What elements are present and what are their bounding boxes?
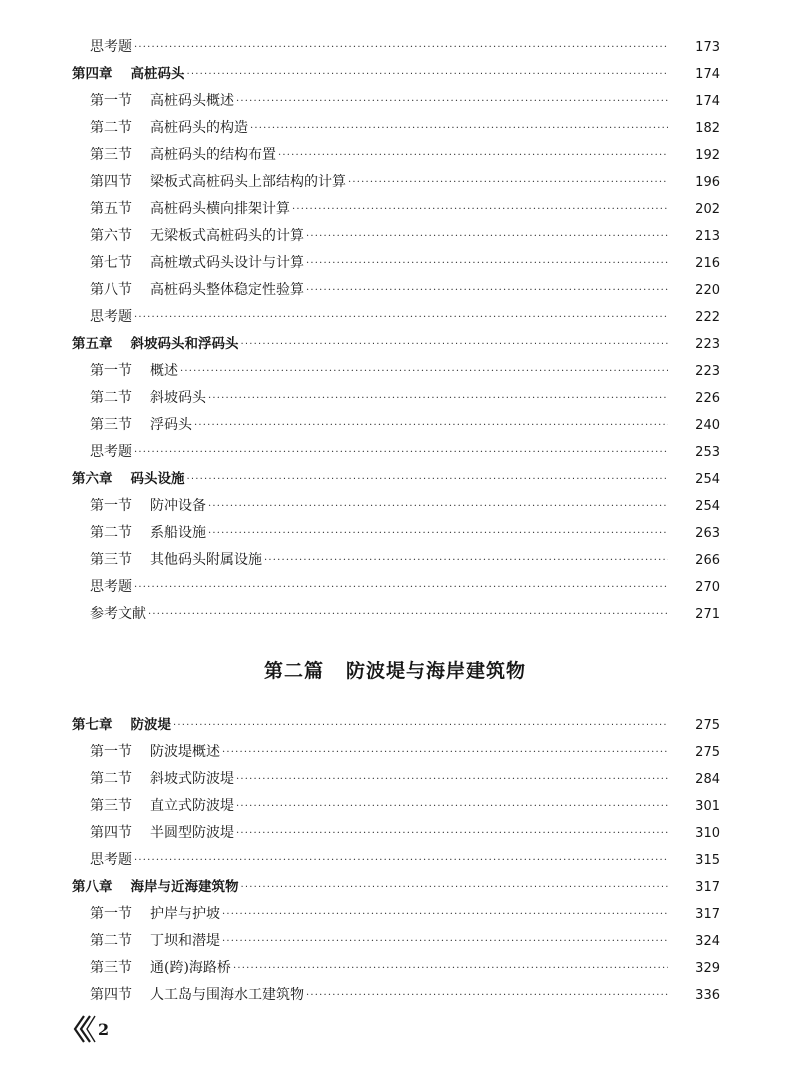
toc-page-number: 336 [695, 988, 720, 1003]
dot-leader [208, 520, 668, 547]
dot-leader [134, 574, 668, 601]
dot-leader [241, 331, 669, 358]
dot-leader [306, 277, 668, 304]
toc-item-row[interactable] [0, 304, 790, 331]
toc-entry-title: 斜坡码头和浮码头 [130, 336, 239, 352]
dot-leader [222, 739, 668, 766]
toc-section-row[interactable] [0, 115, 790, 142]
dot-leader [264, 547, 668, 574]
toc-entry-title: 码头设施 [130, 471, 185, 487]
toc-section-row[interactable] [0, 250, 790, 277]
toc-entry-lead [0, 955, 231, 982]
toc-entry-lead [0, 250, 304, 277]
toc-entry-number: 第三节 [90, 960, 132, 976]
toc-section-row[interactable] [0, 358, 790, 385]
dot-leader [348, 169, 668, 196]
toc-entry-number: 第三节 [90, 552, 132, 568]
toc-entry-lead [0, 88, 234, 115]
toc-page-number: 202 [695, 202, 720, 217]
toc-entry-lead [0, 820, 234, 847]
toc-entry-number: 第四节 [90, 174, 132, 190]
dot-leader [194, 412, 668, 439]
toc-entry-title: 思考题 [90, 579, 132, 595]
toc-page-number: 271 [695, 607, 720, 622]
dot-leader [134, 847, 668, 874]
toc-entry-lead [0, 34, 132, 61]
toc-entry-lead [0, 601, 146, 628]
toc-entry-lead [0, 793, 234, 820]
toc-entry-title: 高桩码头的结构布置 [150, 147, 276, 163]
dot-leader [233, 955, 668, 982]
toc-entry-number: 第二节 [90, 525, 132, 541]
toc-page-number: 173 [695, 40, 720, 55]
toc-entry-number: 第一节 [90, 93, 132, 109]
toc-entry-title: 系船设施 [150, 525, 206, 541]
toc-page-number: 254 [695, 499, 720, 514]
dot-leader [306, 982, 668, 1009]
toc-entry-lead [0, 439, 132, 466]
toc-page-number: 266 [695, 553, 720, 568]
toc-chapter-row[interactable] [0, 712, 790, 739]
toc-page-number: 196 [695, 175, 720, 190]
dot-leader [134, 304, 668, 331]
dot-leader [222, 928, 668, 955]
toc-entry-title: 护岸与护坡 [150, 906, 220, 922]
dot-leader [134, 34, 668, 61]
dot-leader [292, 196, 668, 223]
toc-entry-title: 参考文献 [90, 606, 146, 622]
toc-entry-number: 第六章 [72, 471, 113, 487]
toc-entry-title: 半圆型防波堤 [150, 825, 234, 841]
toc-item-row[interactable] [0, 601, 790, 628]
toc-entry-lead [0, 169, 346, 196]
toc-item-row[interactable] [0, 847, 790, 874]
dot-leader [187, 61, 669, 88]
toc-page-number: 216 [695, 256, 720, 271]
toc-entry-title: 思考题 [90, 852, 132, 868]
toc-page-number: 223 [695, 364, 720, 379]
dot-leader [134, 439, 668, 466]
toc-entry-title: 高桩码头横向排架计算 [150, 201, 290, 217]
toc-page-number: 213 [695, 229, 720, 244]
toc-entry-title: 斜坡码头 [150, 390, 206, 406]
toc-section-row[interactable] [0, 793, 790, 820]
toc-section-row[interactable] [0, 739, 790, 766]
toc-entry-title: 高桩码头的构造 [150, 120, 248, 136]
toc-section-row[interactable] [0, 169, 790, 196]
toc-chapter-row[interactable] [0, 874, 790, 901]
toc-page-number: 240 [695, 418, 720, 433]
toc-entry-lead [0, 61, 185, 88]
toc-entry-number: 第四章 [72, 66, 113, 82]
toc-page-number: 275 [695, 745, 720, 760]
dot-leader [208, 493, 668, 520]
toc-entry-number: 第二节 [90, 933, 132, 949]
toc-entry-number: 第四节 [90, 987, 132, 1003]
toc-entry-lead [0, 847, 132, 874]
toc-page-number: 222 [695, 310, 720, 325]
toc-page-number: 253 [695, 445, 720, 460]
dot-leader [241, 874, 669, 901]
toc-section-row[interactable] [0, 142, 790, 169]
toc-page-number: 317 [695, 907, 720, 922]
toc-entry-title: 高桩墩式码头设计与计算 [150, 255, 304, 271]
toc-entry-lead [0, 874, 239, 901]
toc-page-number: 301 [695, 799, 720, 814]
toc-entry-lead [0, 547, 262, 574]
toc-section-row[interactable] [0, 955, 790, 982]
toc-entry-lead [0, 520, 206, 547]
toc-entry-number: 第三节 [90, 798, 132, 814]
dot-leader [236, 820, 668, 847]
toc-entry-number: 第三节 [90, 147, 132, 163]
dot-leader [236, 793, 668, 820]
toc-section-row[interactable] [0, 223, 790, 250]
toc-page-number: 182 [695, 121, 720, 136]
toc-entry-title: 直立式防波堤 [150, 798, 234, 814]
dot-leader [148, 601, 668, 628]
toc-entry-lead [0, 358, 178, 385]
toc-section-row[interactable] [0, 493, 790, 520]
toc-entry-title: 海岸与近海建筑物 [130, 879, 239, 895]
toc-item-row[interactable] [0, 574, 790, 601]
toc-entry-lead [0, 901, 220, 928]
toc-entry-lead [0, 982, 304, 1009]
toc-entry-lead [0, 712, 171, 739]
toc-chapter-row[interactable] [0, 331, 790, 358]
dot-leader [250, 115, 668, 142]
toc-page-number: 174 [695, 94, 720, 109]
toc-section-row[interactable] [0, 412, 790, 439]
toc-entry-title: 梁板式高桩码头上部结构的计算 [150, 174, 346, 190]
toc-page-number: 223 [695, 337, 720, 352]
toc-entry-number: 第一节 [90, 498, 132, 514]
toc-entry-title: 高桩码头 [130, 66, 185, 82]
toc-entry-number: 第二节 [90, 390, 132, 406]
toc-entry-number: 第三节 [90, 417, 132, 433]
toc-page-number: 220 [695, 283, 720, 298]
toc-entry-title: 防冲设备 [150, 498, 206, 514]
toc-page-number: 270 [695, 580, 720, 595]
toc-chapter-row[interactable] [0, 466, 790, 493]
toc-entry-title: 概述 [150, 363, 178, 379]
toc-entry-number: 第二节 [90, 120, 132, 136]
toc-entry-lead [0, 493, 206, 520]
dot-leader [222, 901, 668, 928]
toc-entry-number: 第五章 [72, 336, 113, 352]
toc-page-number: 263 [695, 526, 720, 541]
toc-entry-lead [0, 574, 132, 601]
page-number: 2 [98, 1019, 110, 1039]
toc-entry-lead [0, 385, 206, 412]
toc-page-number: 226 [695, 391, 720, 406]
toc-item-row[interactable] [0, 439, 790, 466]
toc-entry-lead [0, 277, 304, 304]
toc-entry-title: 防波堤 [130, 717, 171, 733]
toc-entry-title: 人工岛与围海水工建筑物 [150, 987, 304, 1003]
dot-leader [173, 712, 668, 739]
toc-entry-title: 其他码头附属设施 [150, 552, 262, 568]
toc-entry-number: 第七章 [72, 717, 113, 733]
toc-page-number: 329 [695, 961, 720, 976]
dot-leader [180, 358, 668, 385]
double-chevron-left-icon [72, 1014, 96, 1044]
dot-leader [306, 250, 668, 277]
toc-page-number: 310 [695, 826, 720, 841]
dot-leader [236, 766, 668, 793]
toc-entry-title: 高桩码头整体稳定性验算 [150, 282, 304, 298]
toc-entry-lead [0, 331, 239, 358]
toc-entry-title: 高桩码头概述 [150, 93, 234, 109]
dot-leader [278, 142, 668, 169]
part-number: 第二篇 [263, 660, 324, 682]
toc-entry-title: 丁坝和潜堤 [150, 933, 220, 949]
toc-section-row[interactable] [0, 901, 790, 928]
toc-section-row[interactable] [0, 820, 790, 847]
page-footer [72, 1014, 109, 1044]
toc-section-row[interactable] [0, 277, 790, 304]
toc-entry-lead [0, 466, 185, 493]
toc-page-number: 284 [695, 772, 720, 787]
toc-page-number: 315 [695, 853, 720, 868]
toc-entry-number: 第七节 [90, 255, 132, 271]
toc-item-row[interactable] [0, 34, 790, 61]
toc-entry-title: 无梁板式高桩码头的计算 [150, 228, 304, 244]
toc-section-row[interactable] [0, 520, 790, 547]
toc-entry-lead [0, 304, 132, 331]
toc-entry-lead [0, 142, 276, 169]
part-title [0, 656, 790, 683]
toc-entry-title: 防波堤概述 [150, 744, 220, 760]
toc-page-number: 254 [695, 472, 720, 487]
toc-chapter-row[interactable] [0, 61, 790, 88]
toc-entry-lead [0, 766, 234, 793]
toc-entry-title: 通(跨)海路桥 [150, 960, 231, 976]
dot-leader [236, 88, 668, 115]
toc-page-number: 324 [695, 934, 720, 949]
toc-entry-number: 第八章 [72, 879, 113, 895]
toc-section-row[interactable] [0, 196, 790, 223]
toc-section-row[interactable] [0, 766, 790, 793]
dot-leader [306, 223, 668, 250]
toc-section-row[interactable] [0, 547, 790, 574]
toc-page-number: 174 [695, 67, 720, 82]
toc-page-number: 317 [695, 880, 720, 895]
toc-entry-number: 第五节 [90, 201, 132, 217]
toc-entry-number: 第二节 [90, 771, 132, 787]
toc-entry-number: 第八节 [90, 282, 132, 298]
toc-entry-lead [0, 223, 304, 250]
toc-section-row[interactable] [0, 88, 790, 115]
toc-entry-number: 第四节 [90, 825, 132, 841]
toc-page-number: 192 [695, 148, 720, 163]
toc-entry-number: 第一节 [90, 363, 132, 379]
toc-page-number: 275 [695, 718, 720, 733]
toc-entry-title: 思考题 [90, 309, 132, 325]
toc-entry-title: 思考题 [90, 444, 132, 460]
dot-leader [208, 385, 668, 412]
dot-leader [187, 466, 669, 493]
toc-entry-title: 浮码头 [150, 417, 192, 433]
toc-entry-lead [0, 412, 192, 439]
toc-entry-number: 第六节 [90, 228, 132, 244]
toc-entry-lead [0, 196, 290, 223]
toc-entry-title: 思考题 [90, 39, 132, 55]
toc-entry-title: 斜坡式防波堤 [150, 771, 234, 787]
toc-entry-lead [0, 739, 220, 766]
toc-entry-number: 第一节 [90, 744, 132, 760]
toc-section-row[interactable] [0, 982, 790, 1009]
toc-entry-lead [0, 928, 220, 955]
part-name: 防波堤与海岸建筑物 [346, 660, 527, 682]
toc-section-row[interactable] [0, 385, 790, 412]
toc-entry-lead [0, 115, 248, 142]
toc-section-row[interactable] [0, 928, 790, 955]
toc-entry-number: 第一节 [90, 906, 132, 922]
